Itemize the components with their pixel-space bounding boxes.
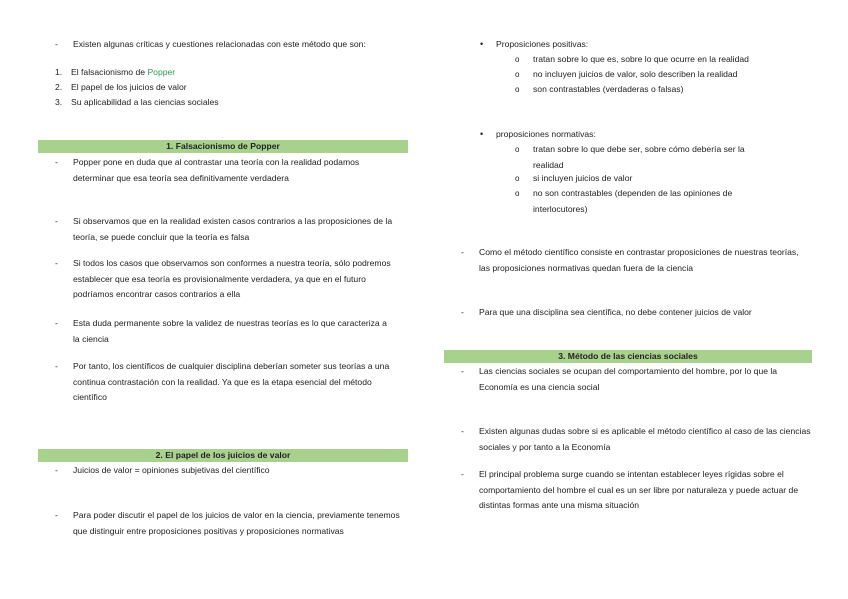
dash-marker: - bbox=[461, 247, 464, 257]
section-header-2: 2. El papel de los juicios de valor bbox=[38, 449, 408, 462]
circle-marker: o bbox=[515, 70, 520, 79]
popper-highlight: Popper bbox=[147, 67, 176, 77]
circle-marker: o bbox=[515, 55, 520, 64]
item-text: Las ciencias sociales se ocupan del comportamiento del hombre, por lo que la Economía es una ciencia social bbox=[479, 366, 778, 392]
circle-marker: o bbox=[515, 174, 520, 183]
item-text: Si observamos que en la realidad existen casos contrarios a las proposiciones de la teoría, se puede concluir que la teoría es falsa bbox=[73, 216, 393, 242]
circle-marker: o bbox=[515, 189, 520, 198]
bullet-marker: • bbox=[480, 39, 484, 49]
circle-marker: o bbox=[515, 145, 520, 154]
list-number: 2. bbox=[55, 82, 63, 92]
list-text: El papel de los juicios de valor bbox=[71, 82, 187, 92]
section-header-1: 1. Falsacionismo de Popper bbox=[38, 140, 408, 153]
list-number: 1. bbox=[55, 67, 63, 77]
dash-marker: - bbox=[55, 157, 58, 167]
dash-marker: - bbox=[55, 318, 58, 328]
list-text: El falsacionismo de bbox=[71, 67, 148, 77]
intro-text: Existen algunas críticas y cuestiones relacionadas con este método que son: bbox=[73, 39, 366, 49]
sub-text: no incluyen juicios de valor, solo describen la realidad bbox=[533, 69, 738, 79]
dash-marker: - bbox=[461, 426, 464, 436]
sub-text: no son contrastables (dependen de las opiniones de interlocutores) bbox=[533, 188, 733, 214]
dash-marker: - bbox=[55, 465, 58, 475]
dash-marker: - bbox=[55, 361, 58, 371]
sub-text: son contrastables (verdaderas o falsas) bbox=[533, 84, 684, 94]
normative-label: proposiciones normativas: bbox=[496, 129, 596, 139]
item-text: Para que una disciplina sea científica, no debe contener juicios de valor bbox=[479, 307, 752, 317]
bullet-marker: • bbox=[480, 129, 484, 139]
item-text: Juicios de valor = opiniones subjetivas del científico bbox=[73, 465, 270, 475]
item-text: El principal problema surge cuando se intentan establecer leyes rígidas sobre el comportamiento del hombre el cual es un ser libre por naturaleza y puede actuar de distintas formas ante una misma situación bbox=[479, 469, 799, 510]
list-number: 3. bbox=[55, 97, 63, 107]
list-text: Su aplicabilidad a las ciencias sociales bbox=[71, 97, 219, 107]
section-header-3: 3. Método de las ciencias sociales bbox=[444, 350, 812, 363]
circle-marker: o bbox=[515, 85, 520, 94]
sub-text: tratan sobre lo que debe ser, sobre cómo debería ser la realidad bbox=[533, 144, 745, 170]
dash-marker: - bbox=[461, 366, 464, 376]
item-text: Para poder discutir el papel de los juicios de valor en la ciencia, previamente tenemos que distinguir entre proposiciones positivas y proposiciones normativas bbox=[73, 510, 400, 536]
dash-marker: - bbox=[55, 510, 58, 520]
item-text: Existen algunas dudas sobre si es aplicable el método científico al caso de las ciencias sociales y por tanto a la Economía bbox=[479, 426, 811, 452]
dash-marker: - bbox=[55, 216, 58, 226]
item-text: Por tanto, los científicos de cualquier disciplina deberían someter sus teorías a una continua contrastación con la realidad. Ya que es la etapa esencial del método científico bbox=[73, 361, 390, 402]
dash-marker: - bbox=[55, 258, 58, 268]
dash-marker: - bbox=[461, 307, 464, 317]
item-text: Popper pone en duda que al contrastar una teoría con la realidad podamos determinar que esa teoría sea definitivamente verdadera bbox=[73, 157, 360, 183]
dash-marker: - bbox=[55, 39, 58, 49]
positive-label: Proposiciones positivas: bbox=[496, 39, 589, 49]
sub-text: si incluyen juicios de valor bbox=[533, 173, 633, 183]
item-text: Como el método científico consiste en contrastar proposiciones de nuestras teorías, las proposiciones normativas quedan fuera de la ciencia bbox=[479, 247, 799, 273]
item-text: Esta duda permanente sobre la validez de nuestras teorías es lo que caracteriza a la ciencia bbox=[73, 318, 387, 344]
item-text: Si todos los casos que observamos son conformes a nuestra teoría, sólo podremos establecer que esa teoría es provisionalmente verdadera, ya que en el futuro podríamos encontrar casos contrarios a ella bbox=[73, 258, 391, 299]
dash-marker: - bbox=[461, 469, 464, 479]
sub-text: tratan sobre lo que es, sobre lo que ocurre en la realidad bbox=[533, 54, 749, 64]
